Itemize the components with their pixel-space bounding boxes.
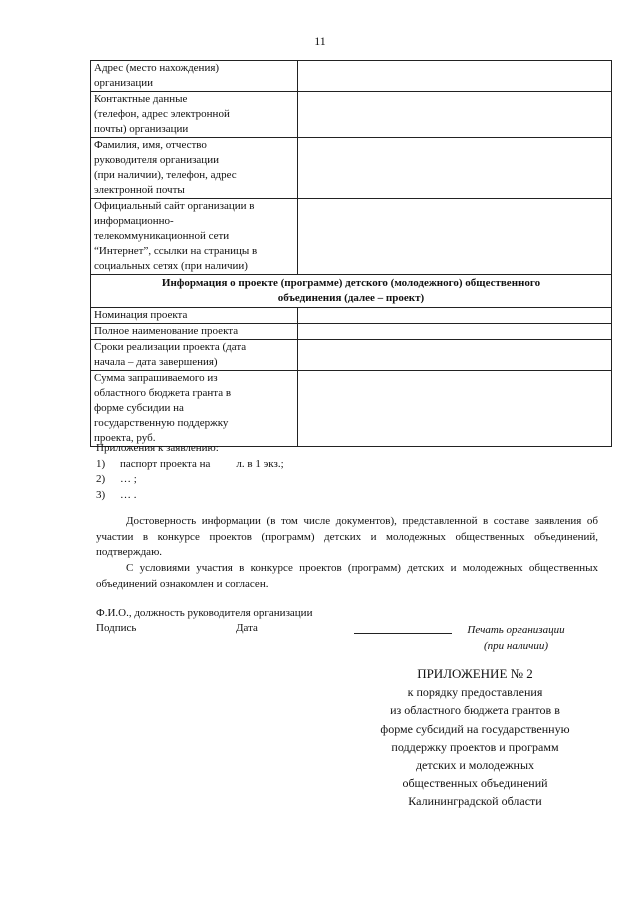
label-line: Полное наименование проекта [94, 325, 239, 337]
signature-line[interactable] [354, 633, 452, 634]
appendix-heading [345, 665, 605, 811]
label-line: (телефон, адрес электронной [94, 108, 230, 120]
label-line: социальных сетях (при наличии) [94, 260, 248, 272]
list-item-text-suffix: л. в 1 экз.; [236, 457, 284, 470]
signature-label: Подпись [96, 622, 137, 634]
row-value-website[interactable] [298, 199, 612, 275]
row-label-project-name [91, 324, 298, 340]
table-row [91, 199, 612, 275]
label-line: проекта, руб. [94, 432, 156, 444]
section-header-project-info [91, 275, 612, 308]
list-item [96, 472, 284, 488]
signature-block [96, 622, 606, 654]
accuracy-statement: Достоверность информации (в том числе документов), представленной в составе заявления об участии в конкурсе проектов (программ) детских и молодежных общественных объединений, подтверждаю. [96, 515, 598, 558]
row-value-contacts[interactable] [298, 92, 612, 138]
label-line: почты) организации [94, 123, 189, 135]
appendix-line: из областного бюджета грантов в [390, 703, 560, 718]
appendix-line: форме субсидий на государственную [380, 721, 570, 736]
application-form-table [90, 60, 612, 447]
label-line: Сумма запрашиваемого из [94, 372, 218, 384]
list-item-number: 1) [96, 457, 106, 470]
label-line: электронной почты [94, 184, 185, 196]
table-row [91, 138, 612, 199]
label-line: телекоммуникационной сети [94, 230, 230, 242]
label-line: организации [94, 77, 154, 89]
appendix-line: поддержку проектов и программ [391, 739, 559, 754]
label-line: областного бюджета гранта в [94, 387, 232, 399]
appendix-line: к порядку предоставления [407, 685, 543, 700]
appendix-line: общественных объединений [402, 776, 548, 791]
list-item-text: паспорт проекта на [120, 457, 211, 470]
signatory-fio-label: Ф.И.О., должность руководителя организации [96, 607, 313, 619]
row-value-project-name[interactable] [298, 324, 612, 340]
table-row [91, 371, 612, 447]
label-line: форме субсидии на [94, 402, 184, 414]
list-item [96, 488, 284, 504]
label-line: Фамилия, имя, отчество [94, 139, 207, 151]
row-label-dates [91, 340, 298, 371]
label-line: руководителя организации [94, 154, 219, 166]
date-label: Дата [236, 622, 258, 634]
stamp-note-line: (при наличии) [483, 640, 549, 652]
list-item [96, 457, 284, 473]
row-label-nomination [91, 308, 298, 324]
appendix-title: ПРИЛОЖЕНИЕ № 2 [417, 666, 533, 681]
row-label-address [91, 61, 298, 92]
table-row [91, 324, 612, 340]
page-number: 11 [314, 34, 326, 48]
list-item-text: … . [120, 488, 137, 501]
label-line: Сроки реализации проекта (дата [94, 341, 247, 353]
list-item-number: 3) [96, 488, 106, 501]
label-line: (при наличии), телефон, адрес [94, 169, 237, 181]
table-row [91, 308, 612, 324]
label-line: Официальный сайт организации в [94, 200, 255, 212]
label-line: начала – дата завершения) [94, 356, 218, 368]
appendix-line: детских и молодежных [415, 758, 535, 773]
table-row [91, 61, 612, 92]
label-line: Номинация проекта [94, 309, 188, 321]
label-line: государственную поддержку [94, 417, 229, 429]
attachments-list [96, 441, 284, 503]
label-line: “Интернет”, ссылки на страницы в [94, 245, 258, 257]
list-item-number: 2) [96, 473, 106, 485]
row-label-head [91, 138, 298, 199]
stamp-note [456, 622, 576, 654]
appendix-line: Калининградской области [408, 794, 542, 809]
label-line: Адрес (место нахождения) [94, 62, 220, 74]
table-section-row [91, 275, 612, 308]
list-item-text: … ; [120, 473, 137, 485]
table-row [91, 340, 612, 371]
row-label-grant-amount [91, 371, 298, 447]
stamp-note-line: Печать организации [467, 624, 565, 636]
row-value-address[interactable] [298, 61, 612, 92]
row-value-grant-amount[interactable] [298, 371, 612, 447]
row-value-head[interactable] [298, 138, 612, 199]
consent-statement: С условиями участия в конкурсе проектов (программ) детских и молодежных общественных объединений ознакомлен и согласен. [96, 562, 598, 590]
section-header-line: объединения (далее – проект) [277, 292, 425, 304]
table-row [91, 92, 612, 138]
row-value-nomination[interactable] [298, 308, 612, 324]
row-label-website [91, 199, 298, 275]
label-line: информационно- [94, 215, 174, 227]
row-value-dates[interactable] [298, 340, 612, 371]
label-line: Контактные данные [94, 93, 188, 105]
row-label-contacts [91, 92, 298, 138]
attachments-title: Приложения к заявлению: [96, 442, 219, 454]
section-header-line: Информация о проекте (программе) детского (молодежного) общественного [161, 277, 541, 289]
